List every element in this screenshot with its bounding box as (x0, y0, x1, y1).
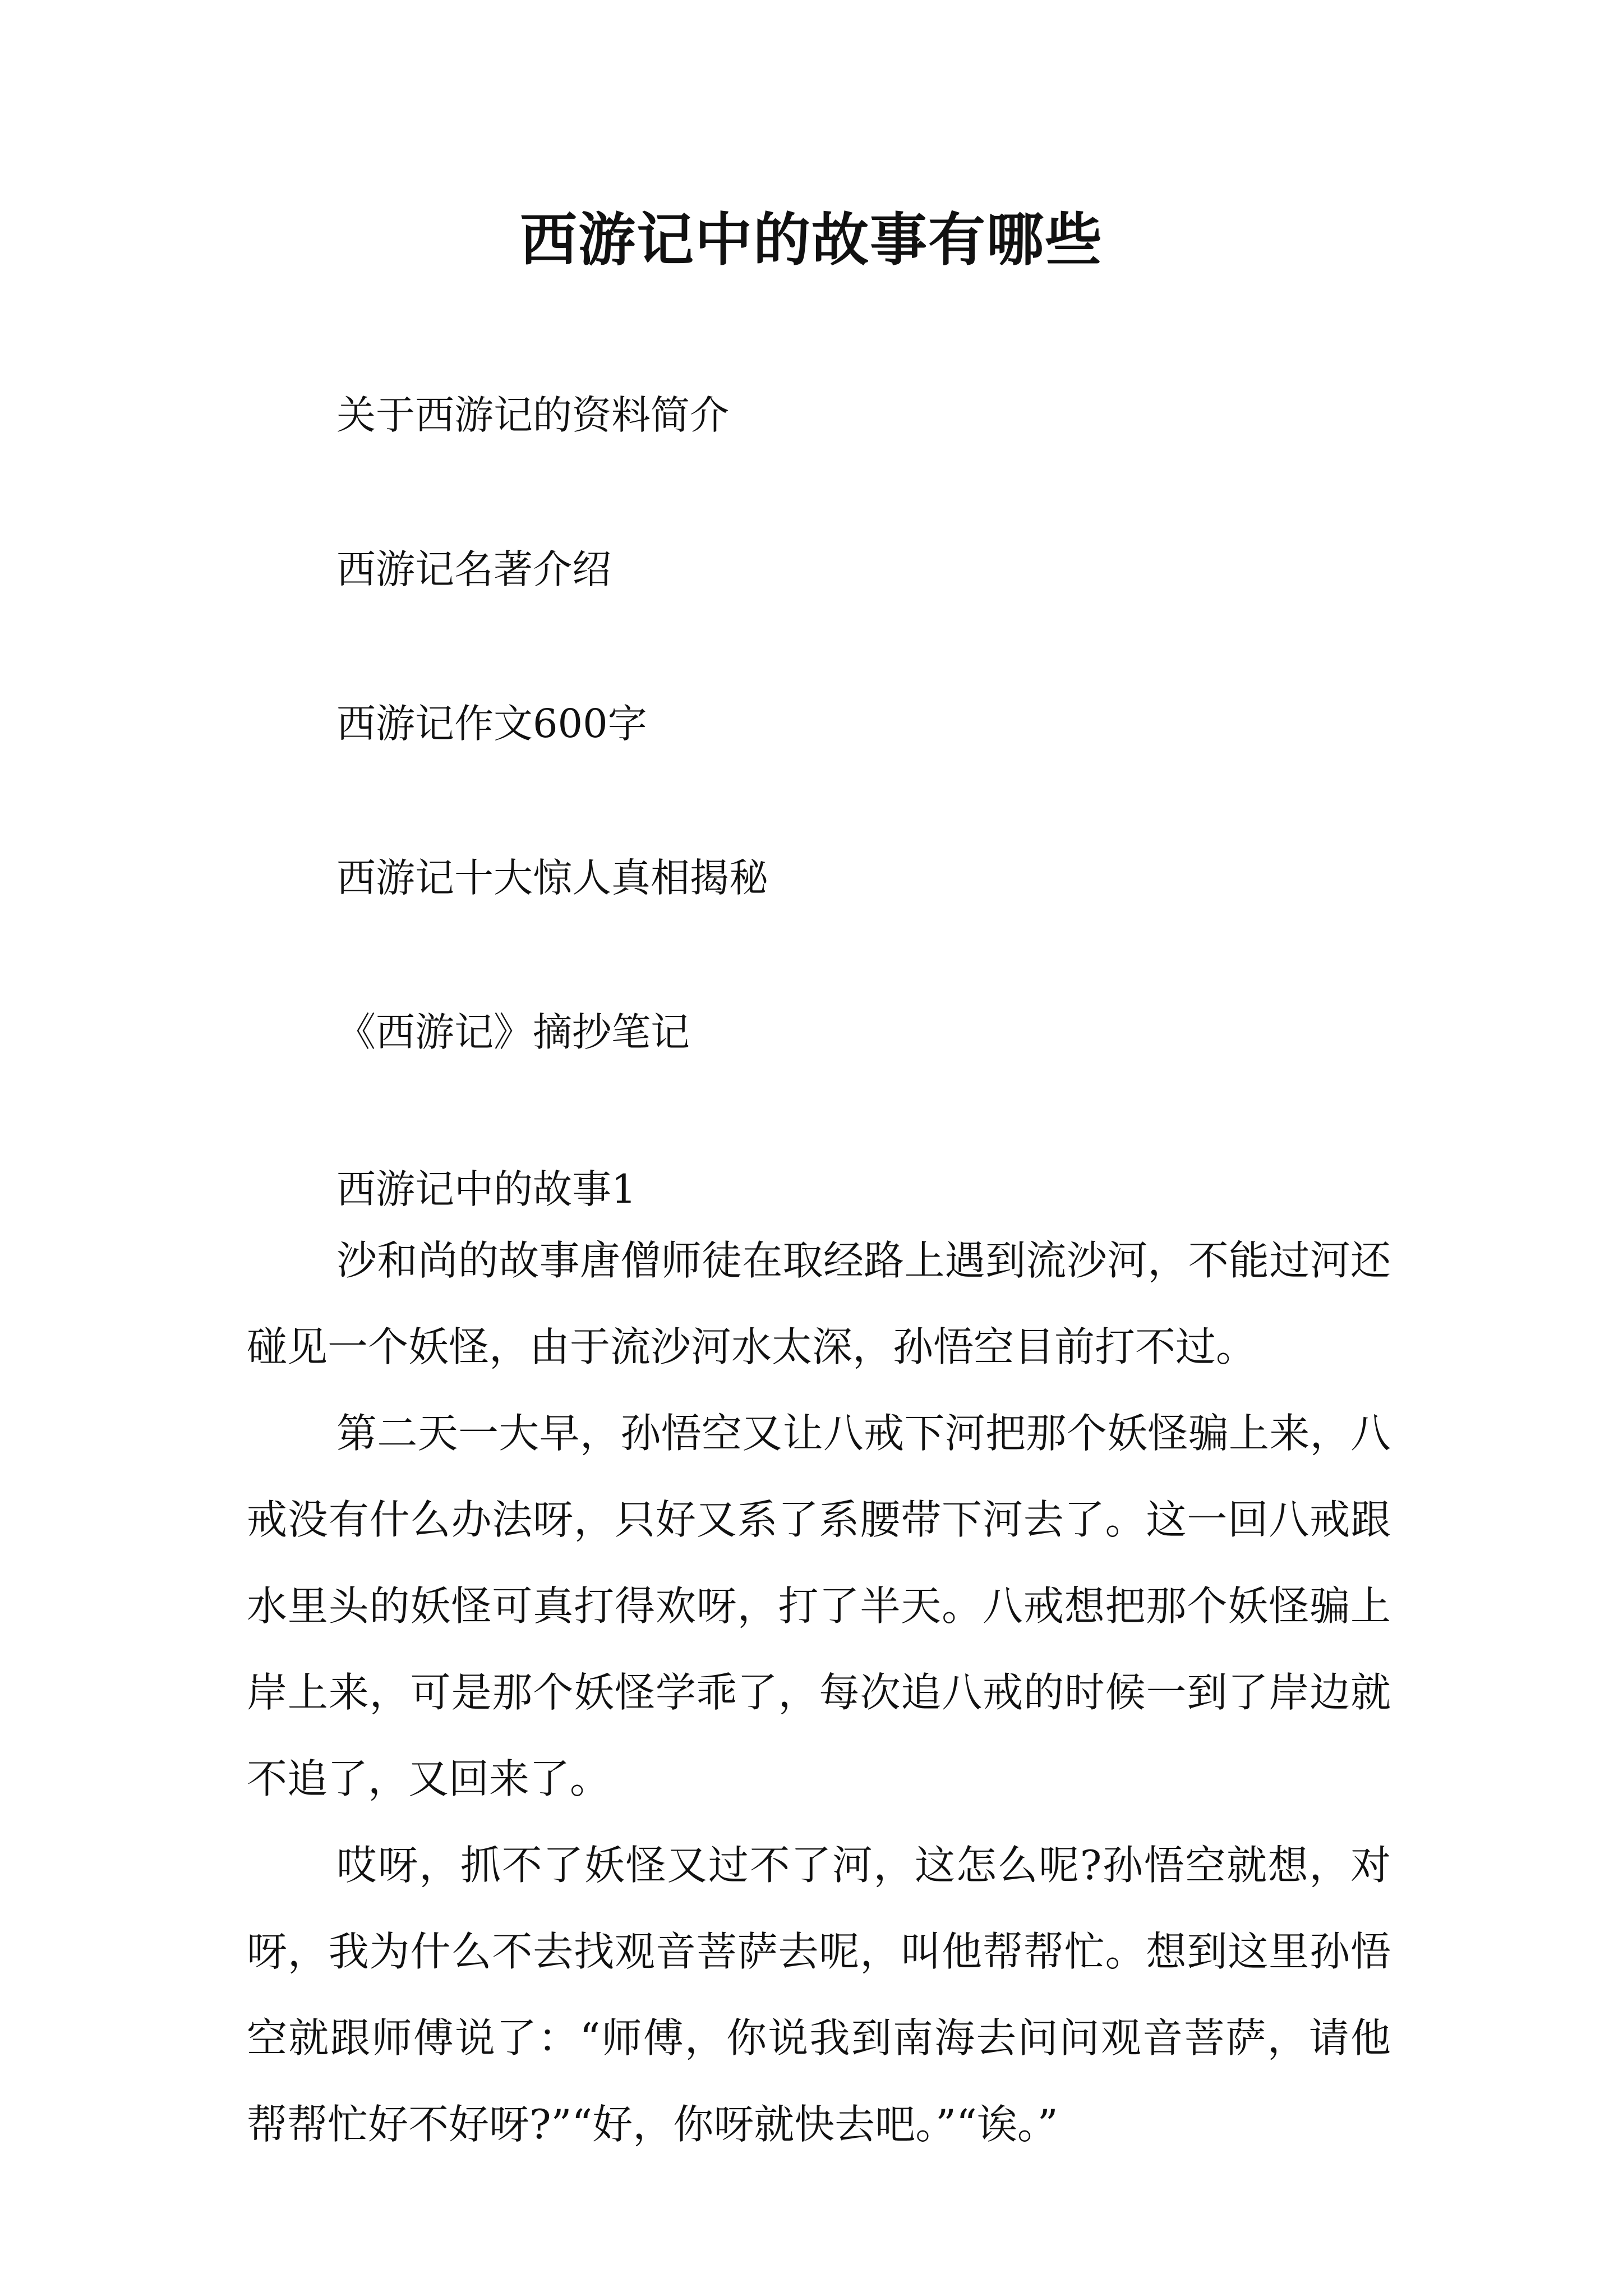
paragraph-3: 哎呀，抓不了妖怪又过不了河，这怎么呢?孙悟空就想，对呀，我为什么不去找观音菩萨去呢，叫他帮帮忙。想到这里孙悟空就跟师傅说了：“师傅，你说我到南海去问问观音菩萨，请他帮帮忙好不好呀?”“好，你呀就快去吧。”“诶。” (247, 1842, 1391, 2148)
document-title: 西游记中的故事有哪些 (520, 206, 1103, 274)
related-link-2[interactable]: 西游记名著介绍 (336, 546, 611, 592)
paragraph-2: 第二天一大早，孙悟空又让八戒下河把那个妖怪骗上来，八戒没有什么办法呀，只好又系了系腰带下河去了。这一回八戒跟水里头的妖怪可真打得欢呀，打了半天。八戒想把那个妖怪骗上岸上来，可是那个妖怪学乖了，每次追八戒的时候一到了岸边就不追了，又回来了。 (247, 1410, 1391, 1802)
related-link-3[interactable]: 西游记作文600字 (336, 701, 647, 747)
paragraph-1: 沙和尚的故事唐僧师徒在取经路上遇到流沙河，不能过河还碰见一个妖怪，由于流沙河水太深，孙悟空目前打不过。 (247, 1237, 1391, 1370)
related-link-1[interactable]: 关于西游记的资料简介 (336, 392, 729, 438)
related-link-4[interactable]: 西游记十大惊人真相揭秘 (336, 855, 768, 901)
body-text (247, 1217, 1391, 2168)
section-heading: 西游记中的故事1 (336, 1166, 637, 1212)
related-link-5[interactable]: 《西游记》摘抄笔记 (336, 1009, 690, 1055)
